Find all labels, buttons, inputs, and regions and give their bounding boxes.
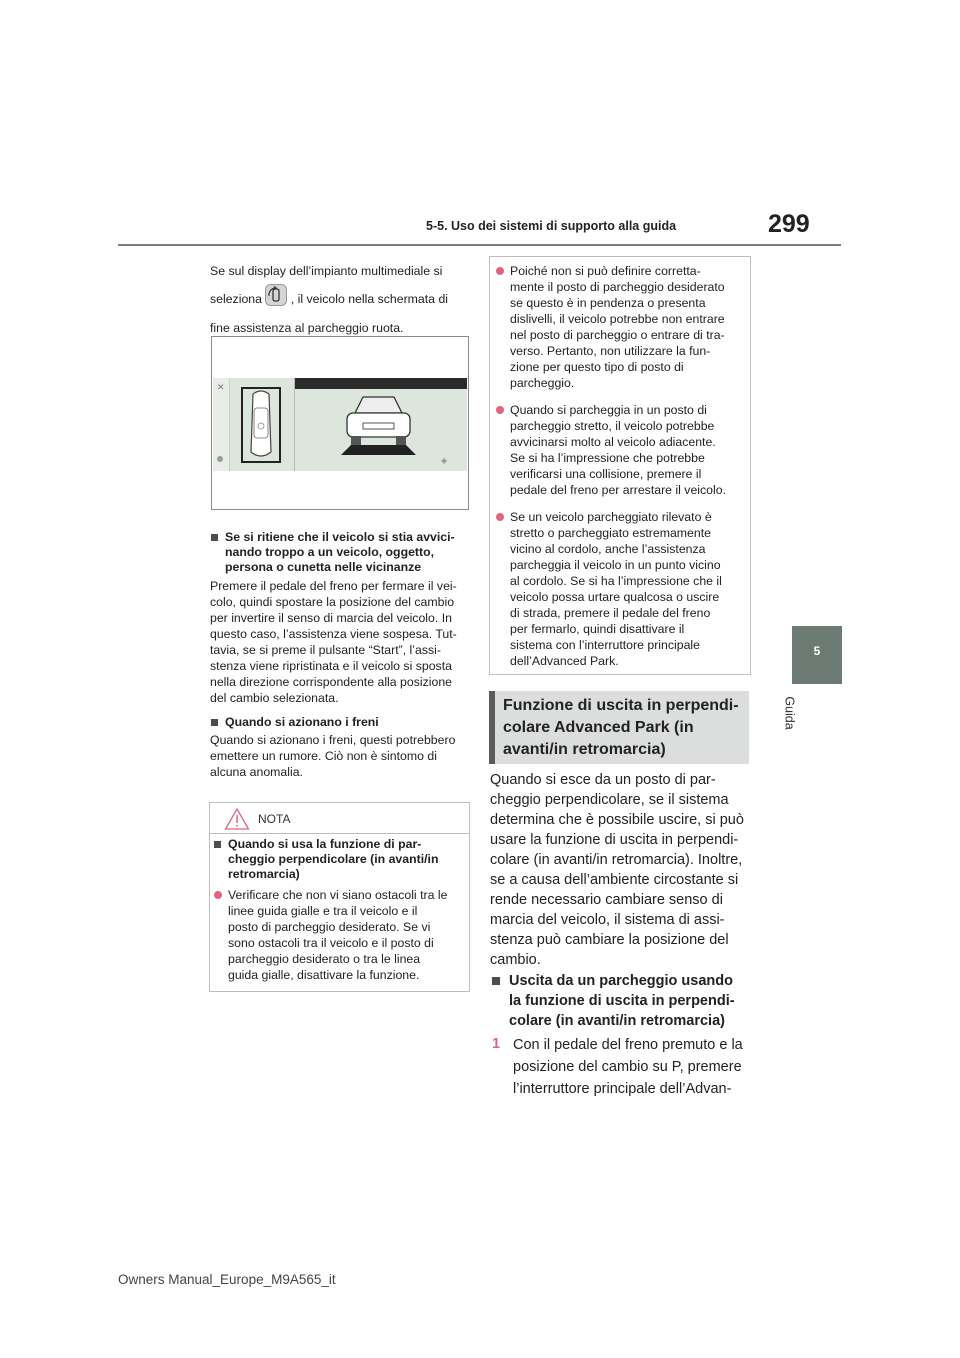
note-box [209,802,470,992]
parking-screen-illustration [211,336,469,510]
step-text: Con il pedale del freno premuto e la posizione del cambio su P, premere l’interruttore principale dell’Advan- [513,1037,743,1097]
note-bullet-text: Poiché non si può definire corretta- mente il posto di parcheggio desiderato se questo è in pendenza o presenta dislivelli, il veicolo potrebbe non entrare nel posto di parcheggio o entrare di tra- verso. Pertanto, non utilizzare la fun- zione per questo tipo di posto di parcheggio. [510,264,725,390]
exit-body: Quando si esce da un posto di par- cheggio perpendicolare, se il sistema determina che è possibile uscire, si può usare la funzione di uscita in perpendi- colare (in avanti/in retromarcia). Inoltre, se a causa dell’ambiente circostante si rende necessario cambiare senso di marcia del veicolo, il sistema di assi- stenza può cambiare la posizione del cambio. [490,772,744,968]
bullet-dot [496,267,504,275]
section-heading: Funzione di uscita in perpendi- colare Advanced Park (in avanti/in retromarcia) [489,691,749,764]
note-box-continued [489,256,751,675]
section-marker [492,977,500,985]
note-subtitle: Quando si usa la funzione di par- cheggio perpendicolare (in avanti/in retromarcia) [228,837,439,881]
bullet-dot [496,513,504,521]
chapter-number: 5 [813,644,821,658]
camera-icon: ◈ [441,456,448,465]
note-label: NOTA [258,812,291,826]
header-rule [118,244,841,246]
exit-subtitle: Uscita da un parcheggio usando la funzione di uscita in perpendi- colare (in avanti/in retromarcia) [509,973,735,1029]
note-bullet-text: Se un veicolo parcheggiato rilevato è stretto o parcheggiato estremamente vicino al cordolo, anche l’assistenza parcheggia il veicolo in un punto vicino al cordolo. Se si ha l’impressione che il veicolo possa urtare qualcosa o uscire di strada, premere il pedale del freno per fermarlo, quindi disattivare il sistema con l’interruttore principale dell’Advanced Park. [510,510,722,668]
running-header: 5-5. Uso dei sistemi di supporto alla guida [426,219,677,233]
section-marker [214,841,221,848]
section-near-body: Premere il pedale del freno per fermare il vei- colo, quindi spostare la posizione del cambio per invertire il senso di marcia del veicolo. In questo caso, l’assistenza viene sospesa. Tut- tavia, se si preme il pulsante “Start”, l’assi- stenza viene ripristinata e il veicolo si sposta nella direzione corrispondente alla posizione del cambio selezionata. [210,579,457,705]
section-brakes-body: Quando si azionano i freni, questi potrebbero emettere un rumore. Ciò non è sintomo di alcuna anomalia. [210,733,456,779]
chapter-label: Guida [782,696,797,730]
footer-document-id: Owners Manual_Europe_M9A565_it [118,1272,336,1287]
section-near-title: Se si ritiene che il veicolo si stia avvici- nando troppo a un veicolo, oggetto, persona o cunetta nelle vicinanze [225,530,455,574]
settings-icon [217,456,223,462]
rotate-vehicle-icon [265,284,287,315]
page-number: 299 [768,210,810,238]
close-icon: ✕ [217,382,225,392]
section-marker [211,719,218,726]
note-bullet-text: Quando si parcheggia in un posto di parcheggio stretto, il veicolo potrebbe avvicinarsi molto al veicolo adiacente. Se si ha l’impressione che potrebbe verificarsi una collisione, premere il pedale del freno per arrestare il veicolo. [510,403,727,497]
note-bullet-text: Verificare che non vi siano ostacoli tra le linee guida gialle e tra il veicolo e il posto di parcheggio desiderato. Se vi sono ostacoli tra il veicolo e il posto di parcheggio desiderato o tra le linea guida gialle, disattivare la funzione. [228,888,448,982]
step-number: 1 [492,1036,501,1052]
bullet-dot [496,406,504,414]
multimedia-screen [213,378,467,471]
warning-icon [224,807,250,831]
bullet-dot [214,891,222,899]
front-view-vehicle-icon [341,393,416,455]
chapter-tab [792,626,842,684]
top-view-vehicle-icon [241,386,281,464]
section-brakes-title: Quando si azionano i freni [225,715,379,729]
section-marker [211,534,218,541]
intro-paragraph: Se sul display dell’impianto multimediale si seleziona , il veicolo nella schermata di fine assistenza al parcheggio ruota. [210,264,449,335]
